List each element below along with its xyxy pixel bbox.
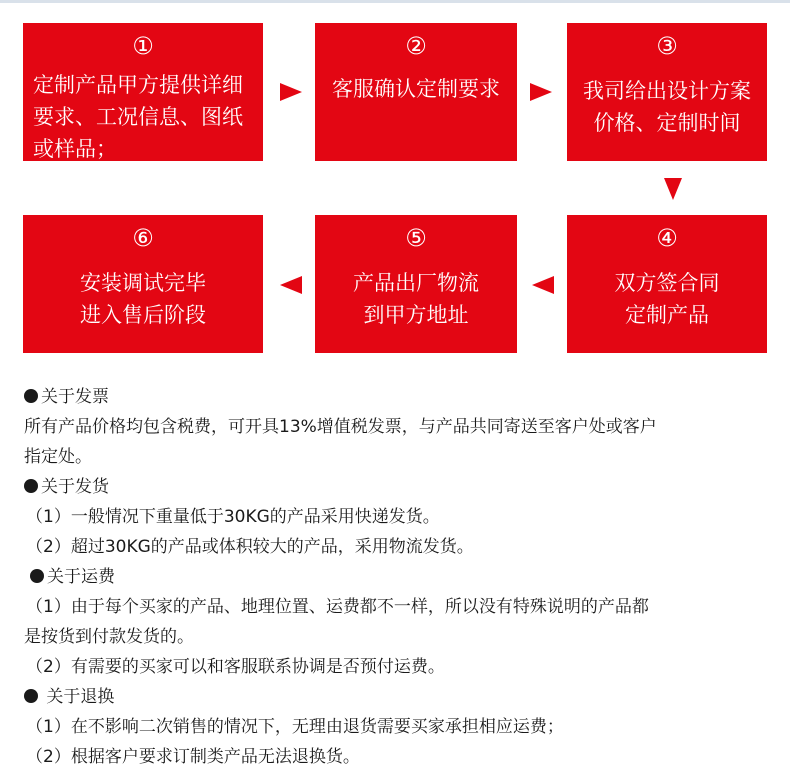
bullet-icon [24,389,38,403]
step-5-box [315,215,517,353]
shipping-line-2: （2）超过30KG的产品或体积较大的产品，采用物流发货。 [26,537,474,557]
returns-line-2: （2）根据客户要求订制类产品无法退换货。 [26,747,360,767]
bullet-icon [24,689,38,703]
step-4-box [567,215,767,353]
invoice-line-2: 指定处。 [24,447,92,467]
arrow-right-icon [280,83,302,101]
step-6-number: ⑥ [132,224,154,252]
step-3-line-1: 我司给出设计方案 [583,79,751,103]
step-4-number: ④ [656,224,678,252]
step-2-number: ② [405,32,427,60]
step-1-text [33,69,255,165]
step-6-line-1: 安装调试完毕 [80,271,206,295]
arrow-down-icon [664,178,682,200]
shipping-line-1: （1）一般情况下重量低于30KG的产品采用快递发货。 [26,507,440,527]
arrow-left-icon [532,276,554,294]
shipping-heading: 关于发货 [24,472,774,502]
step-1-number: ① [132,32,154,60]
step-1-line-3: 或样品； [33,137,117,161]
step-3-line-2: 价格、定制时间 [593,111,741,135]
step-4-line-1: 双方签合同 [614,271,720,295]
arrow-right-icon [530,83,552,101]
invoice-heading: 关于发票 [24,382,774,412]
freight-line-1: （1）由于每个买家的产品、地理位置、运费都不一样，所以没有特殊说明的产品都 [26,597,649,617]
step-1-line-2: 要求、工况信息、图纸 [33,105,243,129]
step-5-line-2: 到甲方地址 [363,303,469,327]
step-3-text [575,75,759,139]
step-5-text [323,267,509,331]
bullet-icon [24,479,38,493]
returns-heading: 关于退换 [24,682,774,712]
step-6-line-2: 进入售后阶段 [80,303,206,327]
bullet-icon [30,569,44,583]
step-2-text [323,73,509,105]
step-6-text [31,267,255,331]
arrow-left-icon [280,276,302,294]
policy-info [24,382,774,772]
step-2-line-1: 客服确认定制要求 [332,77,500,101]
step-5-line-1: 产品出厂物流 [353,271,479,295]
freight-heading: 关于运费 [24,562,774,592]
top-divider [0,0,790,3]
invoice-line-1: 所有产品价格均包含税费，可开具13%增值税发票，与产品共同寄送至客户处或客户 [24,417,657,437]
freight-line-2: 是按货到付款发货的。 [24,627,194,647]
step-4-text [575,267,759,331]
step-4-line-2: 定制产品 [625,303,709,327]
step-1-box [23,23,263,161]
returns-line-1: （1）在不影响二次销售的情况下，无理由退货需要买家承担相应运费； [26,717,564,737]
step-1-line-1: 定制产品甲方提供详细 [33,73,243,97]
step-5-number: ⑤ [405,224,427,252]
step-3-box [567,23,767,161]
step-6-box [23,215,263,353]
freight-line-3: （2）有需要的买家可以和客服联系协调是否预付运费。 [26,657,445,677]
step-3-number: ③ [656,32,678,60]
step-2-box [315,23,517,161]
